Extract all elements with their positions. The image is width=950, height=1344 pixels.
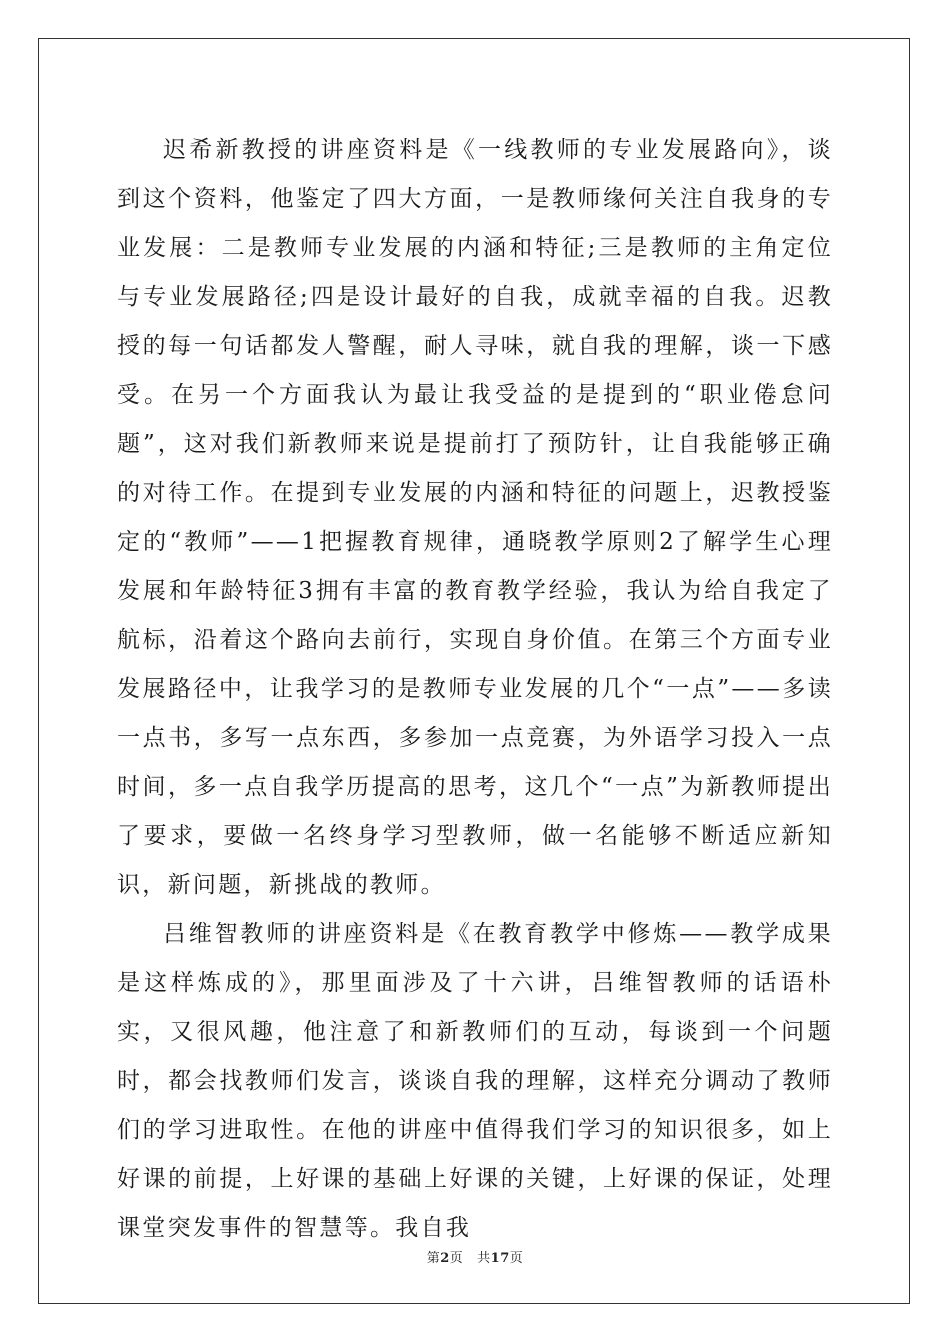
current-page-number: 2 [440,1251,450,1266]
total-pages-number: 17 [490,1251,510,1266]
footer-suffix: 页 [509,1251,524,1266]
document-body [117,126,833,1253]
paragraph-2: 吕维智教师的讲座资料是《在教育教学中修炼——教学成果是这样炼成的》，那里面涉及了十六讲，吕维智教师的话语朴实，又很风趣，他注意了和新教师们的互动，每谈到一个问题时，都会找教师们发言，谈谈自我的理解，这样充分调动了教师们的学习进取性。在他的讲座中值得我们学习的知识很多，如上好课的前提，上好课的基础上好课的关键，上好课的保证，处理课堂突发事件的智慧等。我自我 [117,921,833,1241]
footer-prefix: 第 [426,1251,441,1266]
page-footer [0,1247,950,1266]
paragraph-1: 迟希新教授的讲座资料是《一线教师的专业发展路向》，谈到这个资料，他鉴定了四大方面，一是教师缘何关注自我身的专业发展：二是教师专业发展的内涵和特征;三是教师的主角定位与专业发展路径;四是设计最好的自我，成就幸福的自我。迟教授的每一句话都发人警醒，耐人寻味，就自我的理解，谈一下感受。在另一个方面我认为最让我受益的是提到的“职业倦怠问题”，这对我们新教师来说是提前打了预防针，让自我能够正确的对待工作。在提到专业发展的内涵和特征的问题上，迟教授鉴定的“教师”——1把握教育规律，通晓教学原则2了解学生心理发展和年龄特征3拥有丰富的教育教学经验，我认为给自我定了航标，沿着这个路向去前行，实现自身价值。在第三个方面专业发展路径中，让我学习的是教师专业发展的几个“一点”——多读一点书，多写一点东西，多参加一点竞赛，为外语学习投入一点时间，多一点自我学历提高的思考，这几个“一点”为新教师提出了要求，要做一名终身学习型教师，做一名能够不断适应新知识，新问题，新挑战的教师。 [117,137,833,898]
footer-middle: 页 共 [449,1251,491,1266]
